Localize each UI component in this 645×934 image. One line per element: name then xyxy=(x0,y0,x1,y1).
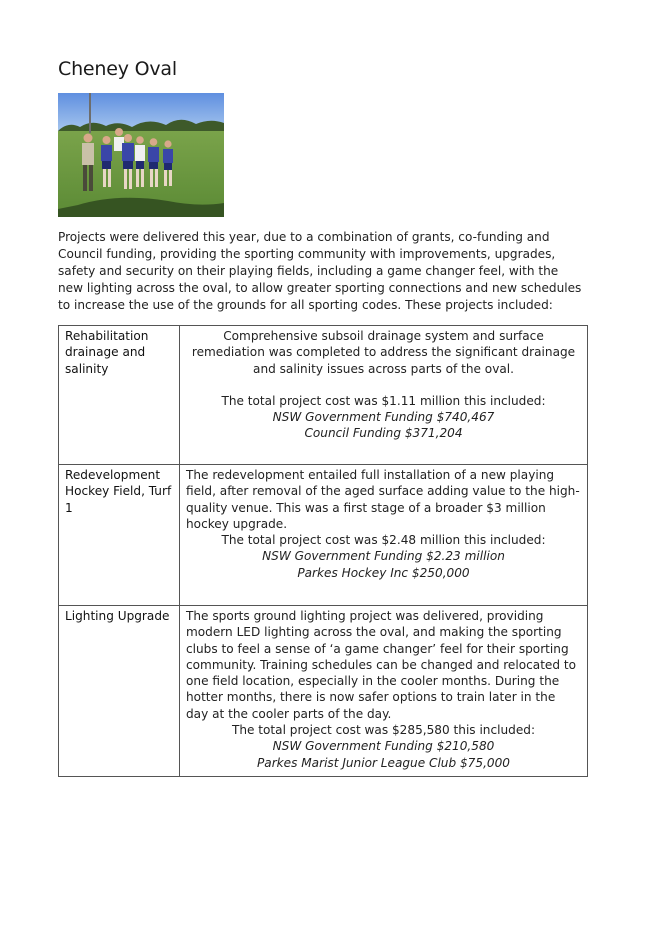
project-cost: The total project cost was $2.48 million this included: xyxy=(221,533,546,548)
project-description: The redevelopment entailed full installation of a new playing field, after removal of the aged surface adding value to the high-quality venue. This was a first stage of a broader $3 million hockey upgrade. xyxy=(186,468,580,531)
page-title: Cheney Oval xyxy=(58,58,177,80)
funding-line: Council Funding $371,204 xyxy=(304,426,463,441)
project-label: Redevelopment Hockey Field, Turf 1 xyxy=(59,465,180,606)
project-details xyxy=(180,606,588,777)
funding-line: Parkes Hockey Inc $250,000 xyxy=(297,565,470,580)
project-details xyxy=(180,465,588,606)
oval-photo xyxy=(58,93,224,217)
intro-paragraph: Projects were delivered this year, due to a combination of grants, co-funding and Council funding, providing the sporting community with improvements, upgrades, safety and security on their playing fields, including a game changer feel, with the new lighting across the oval, to allow greater sporting connections and new schedules to increase the use of the grounds for all sporting codes. These projects included: xyxy=(58,230,582,312)
projects-table xyxy=(58,325,588,777)
funding-line: NSW Government Funding $210,580 xyxy=(272,739,495,754)
table-row xyxy=(59,326,588,465)
project-description: The sports ground lighting project was delivered, providing modern LED lighting across the oval, and making the sporting clubs to feel a sense of ‘a game changer’ feel for their sporting community. Training schedules can be changed and relocated to one field location, especially in the cooler months. During the hotter months, there is now safer options to train later in the day at the cooler parts of the day. xyxy=(186,609,577,721)
project-description: Comprehensive subsoil drainage system and surface remediation was completed to address the significant drainage and salinity issues across parts of the oval. xyxy=(191,329,576,376)
funding-line: NSW Government Funding $2.23 million xyxy=(262,549,505,564)
project-label: Rehabilitation drainage and salinity xyxy=(59,326,180,465)
project-details xyxy=(180,326,588,465)
funding-line: NSW Government Funding $740,467 xyxy=(272,410,495,425)
project-cost: The total project cost was $1.11 million this included: xyxy=(221,393,546,408)
funding-line: Parkes Marist Junior League Club $75,000 xyxy=(256,755,511,770)
table-row xyxy=(59,606,588,777)
project-label: Lighting Upgrade xyxy=(59,606,180,777)
table-row xyxy=(59,465,588,606)
project-cost: The total project cost was $285,580 this included: xyxy=(231,723,536,738)
